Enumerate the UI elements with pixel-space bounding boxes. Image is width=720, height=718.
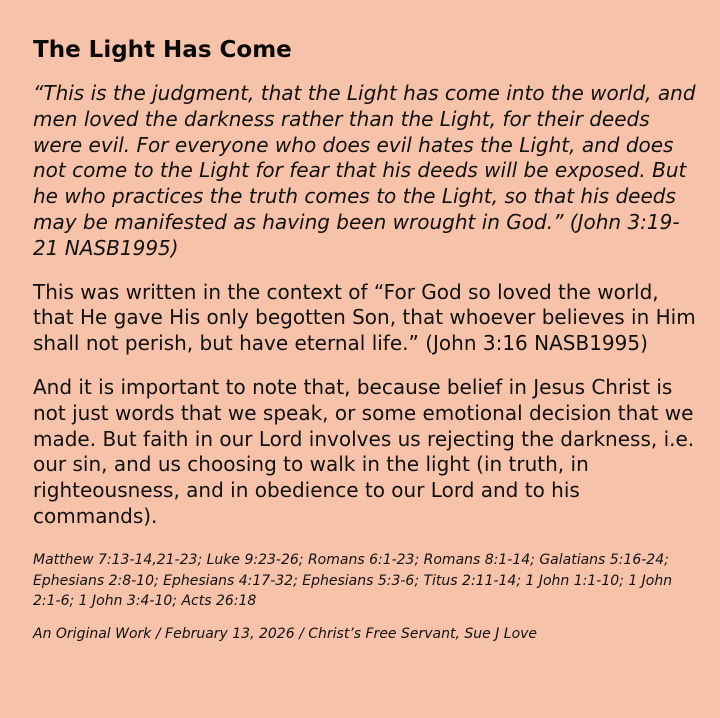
scripture-references: Matthew 7:13-14,21-23; Luke 9:23-26; Romans 6:1-23; Romans 8:1-14; Galatians 5:16-24; Ephesians 2:8-10; Ephesians 4:17-32; Ephesians 5:3-6; Titus 2:11-14; 1 John 1:1-10; 1 John 2:1-6; 1 John 3:4-10; Acts 26:18 — [33, 551, 673, 610]
scripture-quote: “This is the judgment, that the Light has come into the world, and men loved the darkness rather than the Light, for their deeds were evil. For everyone who does evil hates the Light, and does not come to the Light for fear that his deeds will be exposed. But he who practices the truth comes to the Light, so that his deeds may be manifested as having been wrought in God.” (John 3:19-21 NASB1995) — [33, 81, 696, 260]
page-title: The Light Has Come — [33, 37, 292, 63]
commentary-paragraph: And it is important to note that, because belief in Jesus Christ is not just words that we speak, or some emotional decision that we made. But faith in our Lord involves us rejecting the darkness, i.e. our sin, and us choosing to walk in the light (in truth, in righteousness, and in obedience to our Lord and to his commands). — [33, 374, 695, 528]
context-paragraph: This was written in the context of “For God so loved the world, that He gave His only begotten Son, that whoever believes in Him shall not perish, but have eternal life.” (John 3:16 NASB1995) — [33, 279, 696, 356]
author-credit: An Original Work / February 13, 2026 / Christ’s Free Servant, Sue J Love — [33, 626, 538, 643]
